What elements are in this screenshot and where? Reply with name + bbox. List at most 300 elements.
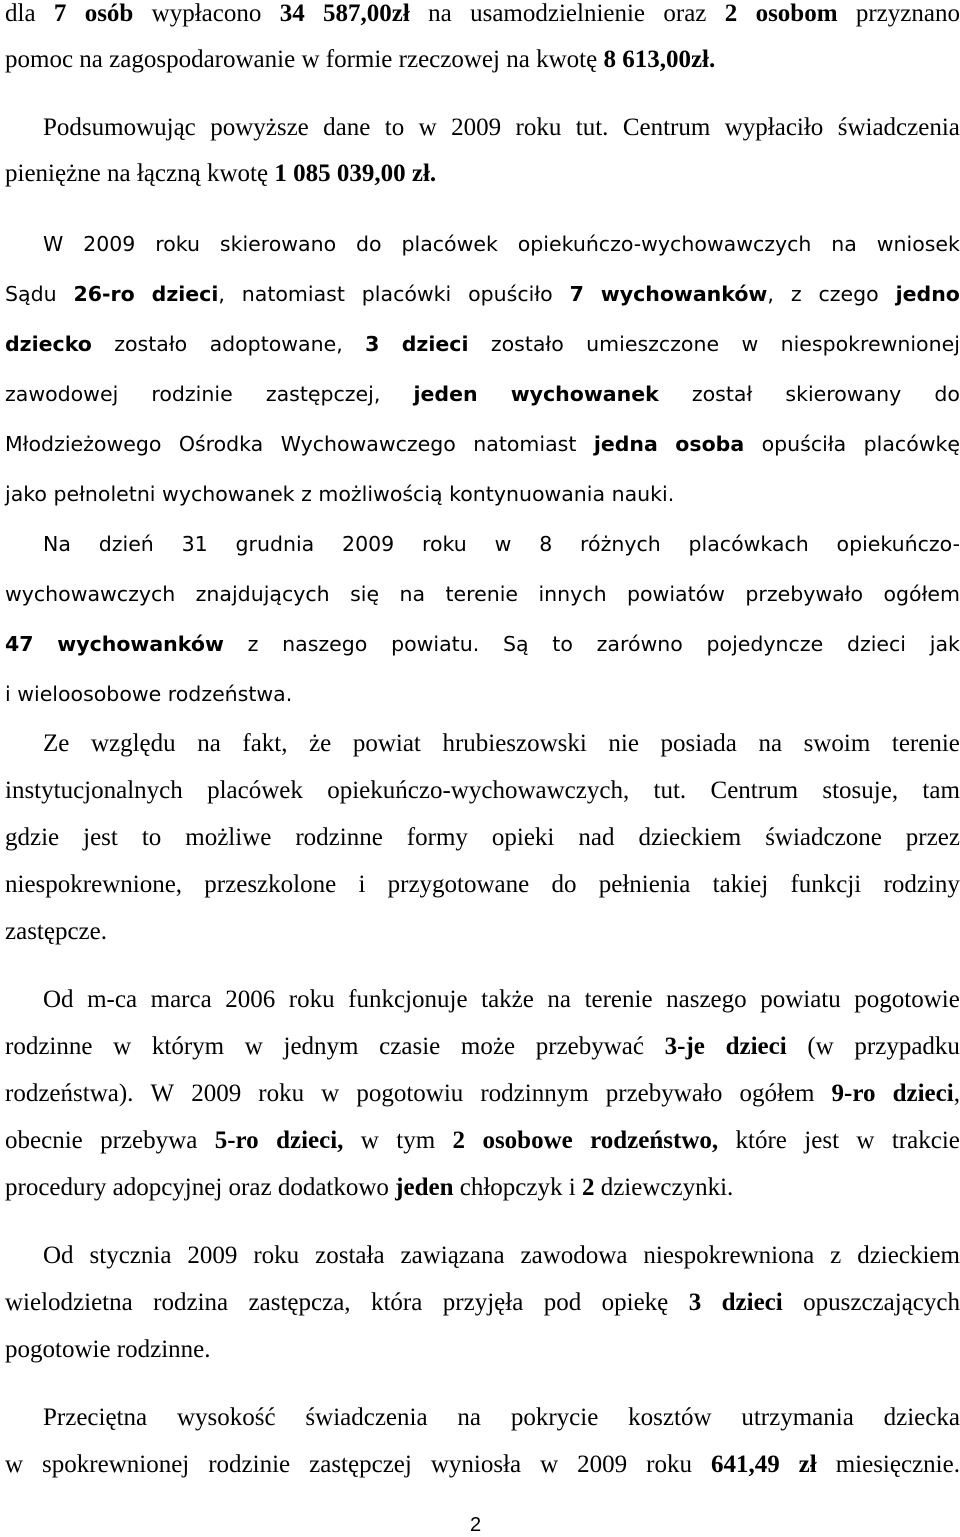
word (585, 986, 653, 1014)
text: Od (43, 986, 74, 1013)
word (220, 232, 336, 256)
word (197, 730, 221, 758)
word (350, 582, 379, 606)
text: (w (807, 1033, 834, 1060)
word (5, 682, 17, 706)
word (577, 1451, 627, 1479)
word (236, 532, 315, 556)
word (401, 232, 497, 256)
text: 2009 (191, 1080, 242, 1107)
text: Podsumowując (43, 114, 196, 141)
word (17, 682, 168, 706)
word (365, 332, 379, 356)
text: placówkę (863, 432, 960, 456)
word (836, 1451, 960, 1479)
text: czego (818, 282, 879, 306)
word (258, 1080, 304, 1108)
word (804, 1127, 839, 1155)
text: w (856, 1127, 875, 1154)
word (601, 282, 774, 306)
word (323, 0, 410, 28)
text: 2009 (83, 232, 136, 256)
word (930, 632, 960, 656)
text: roku (515, 114, 562, 141)
word (43, 114, 196, 142)
word (576, 114, 609, 142)
text: funkcjonuje (348, 986, 468, 1013)
word (606, 1080, 723, 1108)
text: trakcie (891, 1127, 960, 1154)
word (675, 432, 744, 456)
word (293, 160, 337, 187)
text: wieloosobowe (17, 682, 162, 706)
text: pogotowiu (356, 1080, 464, 1107)
text: stosuje, (822, 777, 899, 804)
word (449, 482, 611, 506)
word (461, 1033, 515, 1061)
text: placówki (361, 282, 452, 306)
text: jak (929, 632, 960, 656)
word (400, 582, 426, 606)
text-line (0, 1289, 960, 1317)
text: przygotowane (387, 871, 530, 898)
word (602, 1289, 669, 1317)
word (207, 160, 274, 187)
word (762, 432, 847, 456)
text: która (370, 1289, 423, 1316)
text: na (428, 0, 452, 27)
word (107, 160, 137, 187)
bold-text: 613,00zł. (622, 46, 716, 73)
word (745, 582, 863, 606)
text: , (767, 282, 774, 306)
word (5, 282, 57, 306)
word (396, 1127, 435, 1155)
text: rodzeństwa. (167, 682, 293, 706)
word (491, 332, 564, 356)
text: pomoc (5, 46, 74, 73)
text: pieniężne (5, 160, 101, 187)
word (847, 632, 906, 656)
word (210, 114, 309, 142)
text: zastępczej, (265, 382, 381, 406)
word (446, 582, 519, 606)
text: terenie (891, 730, 960, 757)
word (361, 1127, 379, 1155)
word (83, 824, 118, 852)
text: roku (155, 232, 200, 256)
text: jest (83, 824, 118, 851)
word (155, 232, 200, 256)
text: rodzinne. (116, 1336, 211, 1363)
word (582, 1174, 601, 1201)
text: w (113, 1033, 132, 1060)
text: z (790, 282, 802, 306)
word (229, 1174, 278, 1201)
text: przeszkolone (204, 871, 337, 898)
text: Centrum (622, 114, 711, 141)
text: W (43, 232, 64, 256)
word (137, 160, 207, 187)
text-line (0, 1404, 960, 1432)
word (457, 1404, 481, 1432)
word (43, 986, 74, 1014)
word (248, 632, 259, 656)
word (43, 730, 69, 758)
word (371, 1289, 422, 1317)
text-line (0, 871, 960, 899)
text: i (568, 1174, 576, 1201)
text: skierowano (219, 232, 337, 256)
text: pojedyncze (706, 632, 824, 656)
word (665, 1033, 705, 1061)
word (5, 482, 53, 506)
text: powiatów (627, 582, 725, 606)
word (242, 730, 287, 758)
word (906, 824, 960, 852)
text-line (0, 232, 960, 256)
word (689, 532, 809, 556)
bold-text: wychowanków (600, 282, 768, 306)
text: formy (406, 824, 468, 851)
text: nad (578, 824, 615, 851)
text-line (0, 730, 960, 758)
word (153, 1289, 228, 1317)
text: przebywało (605, 1080, 723, 1107)
word (451, 114, 501, 142)
text: tut. (575, 114, 609, 141)
text-line (0, 632, 960, 656)
text: kwotę (536, 46, 598, 73)
text: natomiast (241, 282, 345, 306)
text: 2009 (451, 114, 502, 141)
text: Przeciętna (43, 1404, 148, 1431)
text: placówek (207, 777, 303, 804)
text-line (0, 160, 960, 188)
text: pokrycie (510, 1404, 599, 1431)
text: rodzina (153, 1289, 229, 1316)
bold-text: zł. (411, 160, 437, 187)
word (5, 777, 183, 805)
word (580, 532, 661, 556)
word (5, 160, 107, 187)
word (54, 0, 67, 28)
word (356, 1080, 463, 1108)
text: dziewczynki. (600, 1174, 734, 1201)
word (280, 0, 305, 28)
text: 2009 (342, 532, 395, 556)
text: roku (288, 986, 335, 1013)
text: wychowanek (162, 482, 295, 506)
word (5, 382, 118, 406)
text: powyższe (210, 114, 309, 141)
text: do (551, 871, 577, 898)
text: na (79, 46, 103, 73)
text: powiat (352, 730, 421, 757)
text: pogotowie (5, 1336, 111, 1363)
word (468, 282, 553, 306)
word (713, 871, 769, 899)
word (90, 1242, 172, 1270)
word (503, 632, 529, 656)
word (5, 0, 36, 28)
word (245, 1033, 263, 1061)
word (353, 730, 421, 758)
word (765, 824, 882, 852)
text: z (830, 1242, 842, 1269)
text-line (0, 482, 960, 506)
text: dla (5, 0, 36, 27)
text: wielodzietna (5, 1289, 133, 1316)
bold-text: 2 (724, 0, 738, 27)
text: opiekuńczo- (836, 532, 960, 556)
text: różnych (580, 532, 661, 556)
word (654, 777, 687, 805)
bold-text: 26-ro (73, 282, 135, 306)
text: został (691, 382, 753, 406)
text: hrubieszowski (442, 730, 587, 757)
text: do (934, 382, 960, 406)
text-line (0, 332, 960, 356)
text: Młodzieżowego (5, 432, 162, 456)
text: pełnienia (598, 871, 691, 898)
text: grudnia (235, 532, 315, 556)
word (586, 332, 719, 356)
text-line (0, 1033, 960, 1061)
text: rodzinie (151, 382, 233, 406)
word (342, 532, 394, 556)
word (892, 730, 960, 758)
text: zagospodarowanie (109, 46, 296, 73)
word (318, 482, 449, 506)
word (480, 1080, 588, 1108)
text: na (457, 1404, 482, 1431)
text: 31 (181, 532, 208, 556)
text: obecnie (5, 1127, 83, 1154)
text: naszego (282, 632, 368, 656)
text: tym (396, 1127, 436, 1154)
bold-text: dzieci (151, 282, 219, 306)
bold-text: rodzeństwo, (590, 1127, 719, 1154)
word (536, 46, 603, 73)
text: opuściła (761, 432, 847, 456)
word (822, 777, 898, 805)
word (453, 1127, 466, 1155)
word (601, 1174, 734, 1201)
word (249, 1289, 351, 1317)
text-line (0, 1080, 960, 1108)
bold-text: osobom (755, 0, 838, 27)
word (896, 282, 960, 306)
word (177, 1404, 276, 1432)
bold-text: 2 (581, 1174, 595, 1201)
word (854, 1033, 960, 1061)
text: przebywać (535, 1033, 644, 1060)
word (187, 1242, 237, 1270)
word (42, 1451, 189, 1479)
word (151, 382, 232, 406)
word (854, 986, 960, 1014)
text: znajdujących (195, 582, 330, 606)
text: Sądu (5, 282, 57, 306)
text-line (0, 0, 960, 28)
word (832, 1080, 876, 1108)
word (791, 282, 802, 306)
bold-text: wychowanków (57, 632, 224, 656)
text: także (481, 986, 534, 1013)
bold-text: dziecko (5, 332, 92, 356)
bold-text: osoba (675, 432, 745, 456)
word (623, 114, 711, 142)
text: zastępczej (309, 1451, 412, 1478)
word (594, 432, 658, 456)
word (622, 46, 715, 73)
text: Centrum (710, 777, 799, 804)
word (5, 582, 175, 606)
text: w (494, 532, 512, 556)
text: dzieckiem (857, 1242, 960, 1269)
word (922, 777, 960, 805)
word (540, 1451, 558, 1479)
text: łączną (136, 160, 201, 187)
text-line (0, 986, 960, 1014)
word (83, 232, 135, 256)
word (5, 1127, 83, 1155)
bold-text: zł (798, 1451, 817, 1478)
word (74, 282, 135, 306)
text: posiada (660, 730, 737, 757)
text: pogotowie (854, 986, 960, 1013)
text: i (5, 682, 11, 706)
word (289, 986, 335, 1014)
text: miesięcznie. (835, 1451, 960, 1478)
word (5, 918, 107, 945)
word (79, 46, 109, 73)
word (638, 824, 741, 852)
page-number: 2 (470, 1514, 482, 1536)
text: ogółem (739, 1080, 815, 1107)
text: terenie (445, 582, 519, 606)
text: pełnoletni (53, 482, 156, 506)
text: dodatkowo (277, 1174, 389, 1201)
word (87, 986, 137, 1014)
text: do (356, 232, 382, 256)
bold-text: 1 (274, 160, 287, 187)
word (309, 730, 331, 758)
text: w (741, 332, 759, 356)
text: na (547, 986, 572, 1013)
text: usamodzielnienie (470, 0, 646, 27)
word (43, 1404, 147, 1432)
word (152, 0, 262, 28)
word (225, 986, 275, 1014)
word (552, 632, 573, 656)
bold-text: 3 (688, 1289, 702, 1316)
word (5, 1080, 133, 1108)
word (5, 632, 34, 656)
word (5, 871, 182, 899)
word (215, 1127, 259, 1155)
word (726, 1033, 787, 1061)
word (191, 1080, 241, 1108)
text: kosztów (628, 1404, 712, 1431)
word (385, 114, 404, 142)
text: m-ca (87, 986, 138, 1013)
text-line (0, 532, 960, 556)
text: zawodowa (520, 1242, 628, 1269)
word (818, 282, 878, 306)
word (5, 1033, 92, 1061)
text: oraz (663, 0, 707, 27)
word (185, 824, 271, 852)
word (151, 986, 212, 1014)
text: swoim (803, 730, 871, 757)
word (168, 682, 292, 706)
word (864, 432, 960, 456)
word (893, 1080, 960, 1108)
text: spokrewnionej (42, 1451, 190, 1478)
word (837, 532, 960, 556)
text-line (0, 1174, 960, 1202)
text: chłopczyk (459, 1174, 563, 1201)
word (326, 46, 399, 73)
text: opiekuńczo-wychowawczych, (327, 777, 630, 804)
text: możliwe (185, 824, 272, 851)
text: ogółem (883, 582, 960, 606)
text: jako (5, 482, 47, 506)
text: rodzinne (5, 1033, 93, 1060)
text-line (0, 1336, 960, 1364)
word (781, 332, 960, 356)
text: , (953, 1080, 960, 1107)
text: opiekuńczo-wychowawczych (517, 232, 812, 256)
word (358, 871, 365, 899)
text: terenie (584, 986, 653, 1013)
word (511, 382, 659, 406)
text: roku (253, 1242, 300, 1269)
word (856, 0, 960, 28)
word (725, 0, 738, 28)
word (208, 1451, 290, 1479)
word (337, 160, 412, 187)
text-line (0, 1451, 960, 1479)
word (799, 1451, 817, 1479)
word (804, 730, 871, 758)
word (266, 382, 381, 406)
word (327, 777, 629, 805)
word (5, 1174, 113, 1201)
word (321, 1080, 339, 1108)
text-line (0, 918, 960, 946)
word (305, 1404, 427, 1432)
word (807, 1033, 833, 1061)
word (511, 1404, 598, 1432)
word (612, 482, 675, 506)
text: rodziny (883, 871, 960, 898)
word (711, 777, 799, 805)
word (482, 1127, 572, 1155)
text: skierowany (785, 382, 902, 406)
bold-text: 5-ro (214, 1127, 259, 1154)
word (492, 824, 555, 852)
word (182, 532, 208, 556)
word (5, 432, 161, 456)
word (518, 232, 812, 256)
text: funkcji (790, 871, 862, 898)
word (741, 1404, 853, 1432)
text: rodzinne (295, 824, 383, 851)
text-line (0, 777, 960, 805)
